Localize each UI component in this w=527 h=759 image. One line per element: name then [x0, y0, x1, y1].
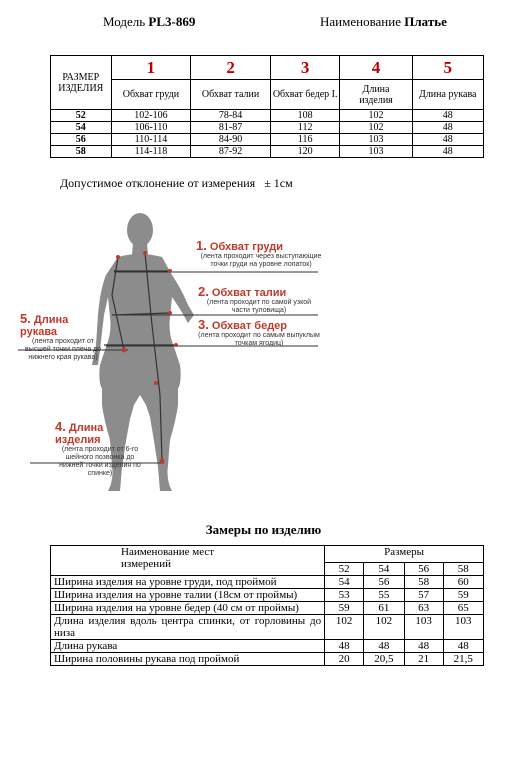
row-name: Ширина изделия на уровне груди, под проймой: [51, 576, 325, 589]
value-cell: 20,5: [364, 653, 404, 666]
label-note: (лента проходит от высшей точки плеча до нижнего края рукава): [24, 338, 102, 361]
model-label: Модель: [103, 14, 146, 29]
row-name: Длина рукава: [51, 640, 325, 653]
model-header: [103, 14, 195, 30]
value-cell: 102: [340, 110, 412, 122]
value-cell: 84-90: [191, 134, 271, 146]
table-row: [51, 110, 484, 122]
size-cell: 58: [51, 146, 112, 158]
value-cell: 56: [364, 576, 404, 589]
col-number: 5: [412, 56, 483, 80]
size-cell: 52: [51, 110, 112, 122]
size-cell: 54: [51, 122, 112, 134]
value-cell: 112: [270, 122, 340, 134]
col-number: 1: [111, 56, 191, 80]
label-title: Обхват талии: [211, 287, 287, 299]
row-name: Ширина изделия на уровне талии (18см от проймы): [51, 589, 325, 602]
label-number: 2.: [198, 284, 209, 299]
col-header: Обхват бедер I.: [270, 80, 340, 110]
value-cell: 116: [270, 134, 340, 146]
label-sleeve: [20, 311, 106, 362]
value-cell: 57: [404, 589, 443, 602]
label-chest: [196, 238, 326, 269]
size-table: [50, 55, 484, 158]
name-header: [320, 14, 447, 30]
value-cell: 103: [340, 134, 412, 146]
size-head: 56: [404, 563, 443, 576]
name-value: Платье: [404, 14, 447, 29]
col-number: 2: [191, 56, 271, 80]
value-cell: 53: [325, 589, 364, 602]
value-cell: 102: [364, 615, 404, 640]
size-head: 54: [364, 563, 404, 576]
label-note: (лента проходит по самой узкой части туловища): [206, 299, 312, 314]
size-head: 52: [325, 563, 364, 576]
value-cell: 55: [364, 589, 404, 602]
col-header: Обхват груди: [111, 80, 191, 110]
value-cell: 60: [443, 576, 483, 589]
label-number: 1.: [196, 238, 207, 253]
table-row: [51, 602, 484, 615]
value-cell: 81-87: [191, 122, 271, 134]
value-cell: 78-84: [191, 110, 271, 122]
col-header: Обхват талии: [191, 80, 271, 110]
value-cell: 58: [404, 576, 443, 589]
value-cell: 48: [364, 640, 404, 653]
value-cell: 108: [270, 110, 340, 122]
value-cell: 110-114: [111, 134, 191, 146]
value-cell: 103: [443, 615, 483, 640]
label-number: 4.: [55, 419, 66, 434]
row-name: Ширина половины рукава под проймой: [51, 653, 325, 666]
label-note: (лента проходит от 6-го шейного позвонка до нижней точки изделия по спинке): [59, 446, 141, 477]
col-number: 3: [270, 56, 340, 80]
value-cell: 20: [325, 653, 364, 666]
table-row: [51, 640, 484, 653]
value-cell: 59: [443, 589, 483, 602]
value-cell: 106-110: [111, 122, 191, 134]
head-name: Наименование мест измерений: [51, 546, 325, 576]
value-cell: 87-92: [191, 146, 271, 158]
label-number: 5.: [20, 311, 31, 326]
measure-title: Замеры по изделию: [205, 522, 322, 537]
size-head: 58: [443, 563, 483, 576]
value-cell: 21,5: [443, 653, 483, 666]
col-header: Длина рукава: [412, 80, 483, 110]
table-row: [51, 653, 484, 666]
table-row: [51, 589, 484, 602]
table-row: [51, 576, 484, 589]
value-cell: 61: [364, 602, 404, 615]
value-cell: 114-118: [111, 146, 191, 158]
value-cell: 48: [412, 110, 483, 122]
value-cell: 65: [443, 602, 483, 615]
label-note: (лента проходит по самым выпуклым точкам ягодиц): [198, 332, 320, 347]
table-row: [51, 122, 484, 134]
size-corner: РАЗМЕР ИЗДЕЛИЯ: [51, 56, 112, 110]
value-cell: 48: [443, 640, 483, 653]
value-cell: 48: [412, 134, 483, 146]
value-cell: 48: [412, 146, 483, 158]
value-cell: 48: [404, 640, 443, 653]
value-cell: 63: [404, 602, 443, 615]
label-title: Длина изделия: [55, 422, 104, 446]
label-number: 3.: [198, 317, 209, 332]
measure-table: [50, 545, 484, 666]
value-cell: 120: [270, 146, 340, 158]
value-cell: 102: [340, 122, 412, 134]
value-cell: 59: [325, 602, 364, 615]
tolerance-value: ± 1см: [264, 176, 293, 190]
label-length: [55, 419, 145, 478]
col-number: 4: [340, 56, 412, 80]
label-note: (лента проходит через выступающие точки груди на уровне лопаток): [200, 253, 322, 268]
value-cell: 54: [325, 576, 364, 589]
row-name: Длина изделия вдоль центра спинки, от горловины до низа: [51, 615, 325, 640]
col-header: Длина изделия: [340, 80, 412, 110]
head-sizes: Размеры: [325, 546, 484, 563]
label-title: Обхват груди: [209, 241, 284, 253]
label-waist: [198, 284, 320, 315]
table-row: [51, 615, 484, 640]
table-row: [51, 146, 484, 158]
model-value: PL3-869: [148, 14, 196, 29]
size-cell: 56: [51, 134, 112, 146]
name-label: Наименование: [320, 14, 401, 29]
label-title: Обхват бедер: [211, 320, 288, 332]
label-hips: [198, 317, 320, 348]
value-cell: 102: [325, 615, 364, 640]
tolerance-text: Допустимое отклонение от измерения: [60, 176, 256, 190]
label-title: Длина рукава: [20, 314, 69, 338]
row-name: Ширина изделия на уровне бедер (40 см от проймы): [51, 602, 325, 615]
value-cell: 21: [404, 653, 443, 666]
tolerance-note: [60, 176, 293, 191]
table-row: [51, 134, 484, 146]
value-cell: 48: [412, 122, 483, 134]
value-cell: 48: [325, 640, 364, 653]
value-cell: 103: [404, 615, 443, 640]
value-cell: 102-106: [111, 110, 191, 122]
value-cell: 103: [340, 146, 412, 158]
